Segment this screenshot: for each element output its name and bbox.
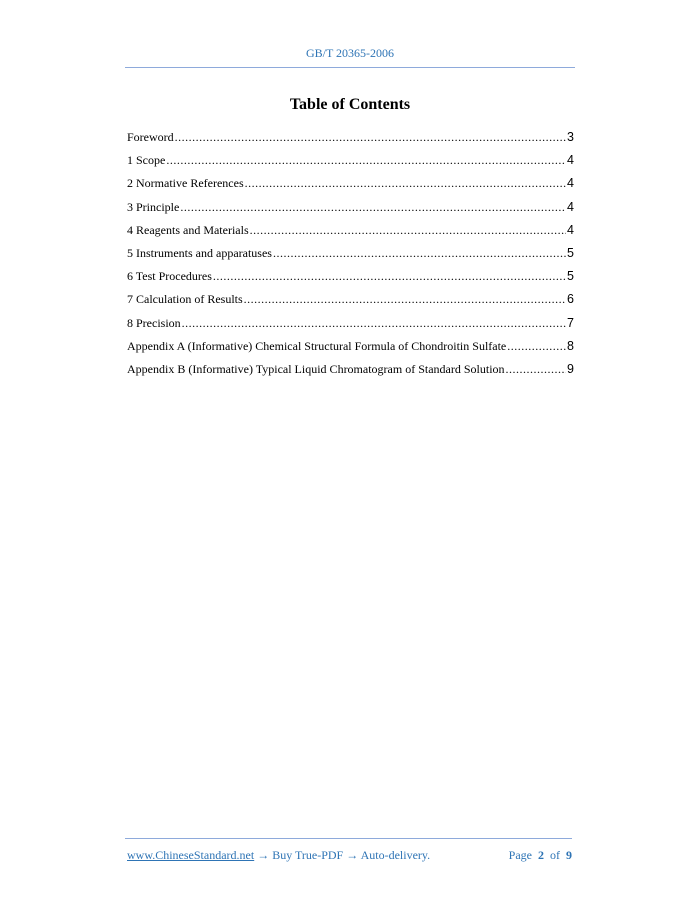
toc-dot-leader — [166, 149, 566, 172]
document-code-header: GB/T 20365-2006 — [305, 46, 395, 60]
toc-dot-leader — [273, 242, 566, 265]
toc-entry-page: 5 — [567, 269, 574, 284]
toc-entry-test-procedures[interactable] — [127, 265, 574, 288]
toc-entry-normative-references[interactable] — [127, 172, 574, 195]
toc-entry-label: Appendix B (Informative) Typical Liquid Chromatogram of Standard Solution — [127, 361, 505, 376]
current-page-number: 2 — [538, 848, 544, 862]
of-label: of — [550, 848, 560, 862]
toc-dot-leader — [506, 358, 567, 381]
toc-dot-leader — [175, 126, 566, 149]
toc-entry-scope[interactable] — [127, 149, 574, 172]
website-link[interactable]: www.ChineseStandard.net — [127, 848, 255, 862]
toc-entry-label: 2 Normative References — [127, 176, 244, 191]
toc-entry-precision[interactable] — [127, 312, 574, 335]
toc-entry-label: 6 Test Procedures — [127, 269, 212, 284]
toc-entry-page: 4 — [567, 199, 574, 214]
header-divider — [125, 67, 575, 68]
toc-entry-page: 9 — [567, 361, 574, 376]
page-label: Page — [508, 848, 532, 862]
toc-dot-leader — [244, 288, 566, 311]
toc-dot-leader — [182, 312, 566, 335]
table-of-contents — [127, 126, 574, 381]
footer-divider — [125, 838, 572, 839]
toc-entry-appendix-a[interactable] — [127, 335, 574, 358]
toc-entry-page: 8 — [567, 338, 574, 353]
toc-entry-foreword[interactable] — [127, 126, 574, 149]
toc-entry-label: Appendix A (Informative) Chemical Structural Formula of Chondroitin Sulfate — [127, 338, 507, 353]
toc-entry-label: 4 Reagents and Materials — [127, 222, 249, 237]
page-indicator — [509, 848, 572, 863]
toc-entry-appendix-b[interactable] — [127, 358, 574, 381]
toc-entry-reagents-and-materials[interactable] — [127, 219, 574, 242]
toc-entry-label: 8 Precision — [127, 315, 181, 330]
toc-entry-page: 3 — [567, 130, 574, 144]
toc-entry-calculation-of-results[interactable] — [127, 288, 574, 311]
toc-entry-page: 4 — [567, 176, 574, 191]
footer-promo — [127, 848, 430, 863]
toc-entry-page: 5 — [567, 245, 574, 260]
arrow-right-icon: → — [257, 848, 270, 862]
toc-entry-label: 5 Instruments and apparatuses — [127, 245, 272, 260]
toc-dot-leader — [507, 335, 566, 358]
toc-entry-label: 3 Principle — [127, 199, 180, 214]
toc-entry-page: 6 — [567, 292, 574, 307]
toc-dot-leader — [245, 172, 566, 195]
toc-dot-leader — [180, 196, 566, 219]
toc-entry-label: Foreword — [127, 130, 174, 144]
toc-dot-leader — [250, 219, 566, 242]
arrow-right-icon: → — [346, 848, 359, 862]
toc-title: Table of Contents — [289, 96, 411, 113]
toc-dot-leader — [213, 265, 566, 288]
total-pages-number: 9 — [566, 848, 572, 862]
toc-entry-label: 7 Calculation of Results — [127, 292, 243, 307]
toc-entry-instruments[interactable] — [127, 242, 574, 265]
buy-true-pdf-text: Buy True-PDF — [272, 848, 344, 862]
toc-entry-principle[interactable] — [127, 196, 574, 219]
toc-entry-page: 7 — [567, 315, 574, 330]
auto-delivery-text: Auto-delivery. — [360, 848, 431, 862]
toc-entry-page: 4 — [567, 222, 574, 237]
toc-entry-page: 4 — [567, 153, 574, 168]
toc-entry-label: 1 Scope — [127, 153, 166, 168]
